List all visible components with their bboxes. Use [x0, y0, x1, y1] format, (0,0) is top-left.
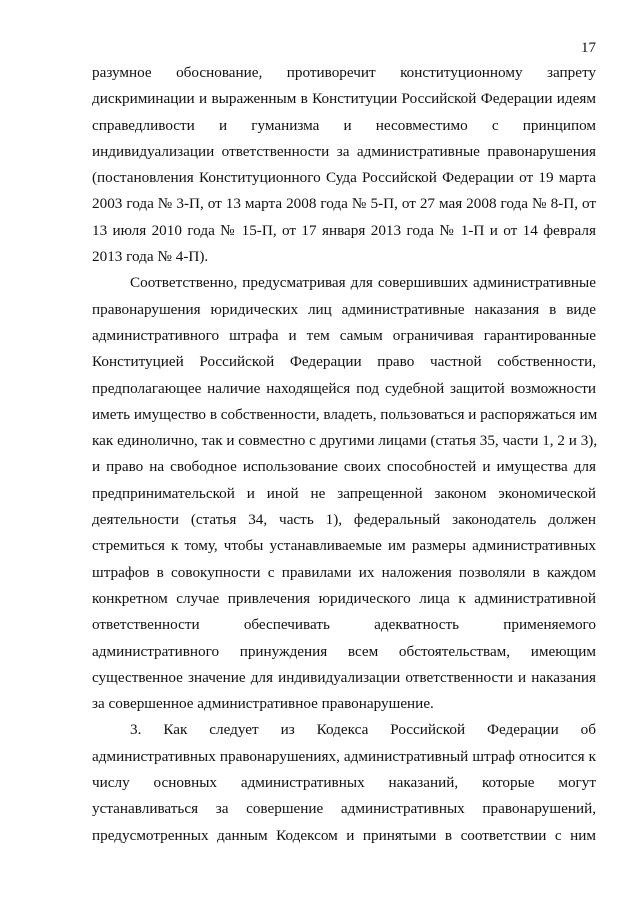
- text-line: административных правонарушениях, административный штраф относится к: [92, 747, 596, 765]
- text-line: иметь имущество в собственности, владеть, пользоваться и распоряжаться им: [92, 405, 598, 423]
- text-line: существенное значение для индивидуализации ответственности и наказания: [92, 668, 596, 686]
- text-line: предусмотренных данным Кодексом и принятыми в соответствии с ним: [92, 826, 596, 844]
- text-line: 2003 года № 3-П, от 13 марта 2008 года № 5-П, от 27 мая 2008 года № 8-П, от: [92, 195, 596, 213]
- text-line: 3. Как следует из Кодекса Российской Федерации об: [130, 721, 596, 739]
- text-line: разумное обоснование, противоречит конституционному запрету: [92, 64, 596, 81]
- text-line: как единолично, так и совместно с другими лицами (статья 35, части 1, 2 и 3),: [92, 432, 598, 450]
- page-number: 17: [581, 40, 596, 56]
- text-line: Соответственно, предусматривая для совершивших административные: [130, 274, 596, 292]
- text-line: Конституцией Российской Федерации право частной собственности,: [92, 353, 596, 371]
- text-line: и право на свободное использование своих способностей и имущества для: [92, 458, 596, 476]
- paragraph-2: [92, 270, 596, 717]
- text-line: административного принуждения всем обстоятельствам, имеющим: [92, 642, 596, 660]
- text-line: 13 июля 2010 года № 15-П, от 17 января 2013 года № 1-П и от 14 февраля: [92, 221, 596, 239]
- text-line: числу основных административных наказаний, которые могут: [92, 774, 596, 792]
- text-line: предполагающее наличие находящейся под судебной защитой возможности: [92, 379, 596, 397]
- text-line: стремиться к тому, чтобы устанавливаемые им размеры административных: [92, 537, 596, 555]
- text-line: конкретном случае привлечения юридического лица к административной: [92, 589, 596, 607]
- document-body: [92, 60, 596, 849]
- text-line: правонарушения юридических лиц административные наказания в виде: [92, 300, 596, 318]
- text-line: дискриминации и выраженным в Конституции Российской Федерации идеям: [92, 90, 596, 108]
- text-line: устанавливаться за совершение административных правонарушений,: [92, 800, 596, 818]
- text-line: ответственности обеспечивать адекватность применяемого: [92, 616, 596, 634]
- text-line: индивидуализации ответственности за административные правонарушения: [92, 142, 596, 160]
- text-line: административного штрафа и тем самым ограничивая гарантированные: [92, 326, 596, 344]
- text-line: штрафов в совокупности с правилами их наложения позволяли в каждом: [92, 563, 596, 581]
- text-line: предпринимательской и иной не запрещенной законом экономической: [92, 484, 596, 502]
- text-line: за совершенное административное правонарушение.: [92, 695, 434, 713]
- text-line: 2013 года № 4-П).: [92, 248, 209, 266]
- text-line: справедливости и гуманизма и несовместимо с принципом: [92, 116, 596, 134]
- paragraph-1: [92, 60, 596, 270]
- text-line: (постановления Конституционного Суда Российской Федерации от 19 марта: [92, 169, 596, 187]
- text-line: деятельности (статья 34, часть 1), федеральный законодатель должен: [92, 511, 596, 529]
- paragraph-3: [92, 717, 596, 848]
